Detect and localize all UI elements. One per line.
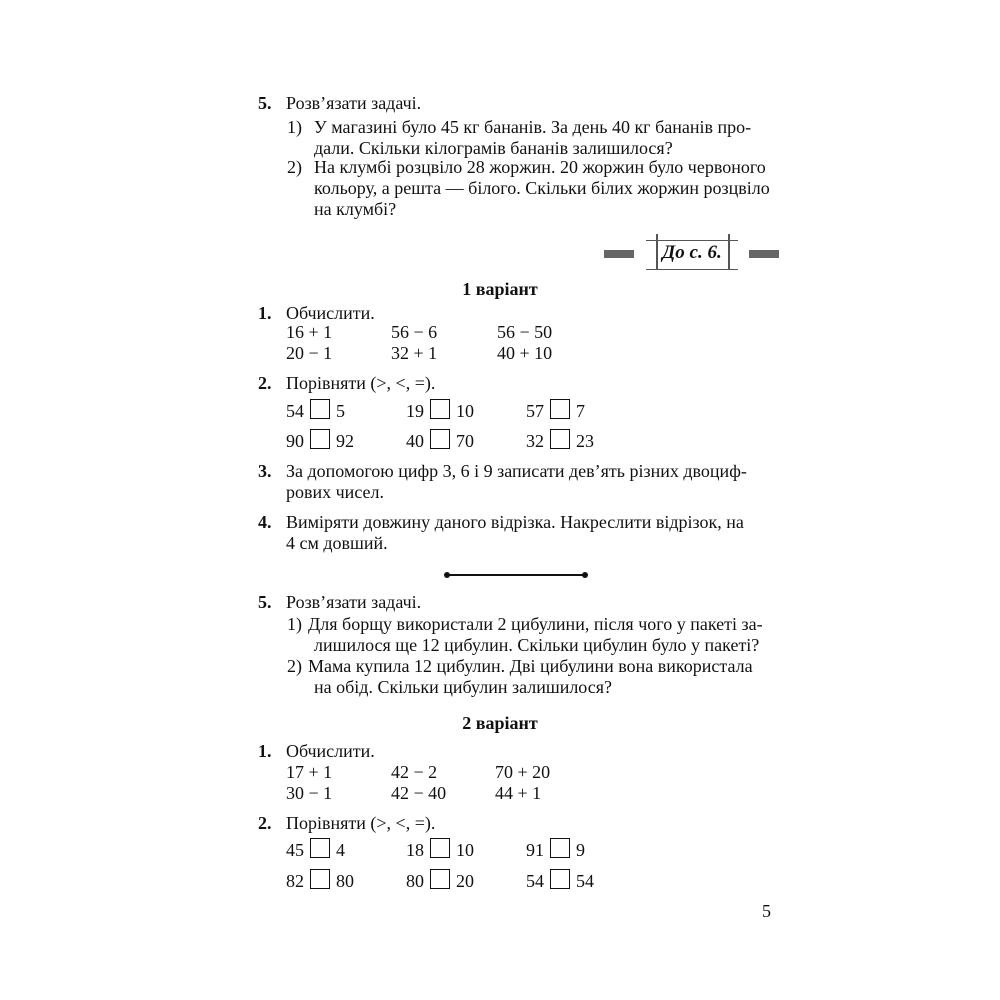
- subtask-text: [314, 157, 770, 220]
- answer-box[interactable]: [310, 429, 330, 449]
- section-label-text: До с. 6.: [662, 242, 722, 263]
- variant-2-heading: 2 варіант: [462, 713, 538, 733]
- task-text: [286, 461, 747, 503]
- compare-right: 10: [456, 401, 474, 421]
- text-line: Для борщу використали 2 цибулини, після чого у пакеті за-: [308, 614, 763, 634]
- compare-right: 23: [576, 431, 594, 451]
- compare-left: 82: [286, 871, 304, 891]
- compare-right: 10: [456, 840, 474, 860]
- text-line: лишилося ще 12 цибулин. Скільки цибулин було у пакеті?: [314, 635, 760, 655]
- page-number: 5: [762, 901, 771, 921]
- task-number: 2.: [258, 373, 272, 393]
- compare-right: 5: [336, 401, 345, 421]
- answer-box[interactable]: [550, 429, 570, 449]
- compare-left: 45: [286, 840, 304, 860]
- compare-right: 9: [576, 840, 585, 860]
- compare-left: 32: [526, 431, 544, 451]
- task-title: Обчислити.: [286, 741, 375, 761]
- text-line: За допомогою цифр 3, 6 і 9 записати дев’ять різних двоциф-: [286, 461, 747, 481]
- compare-left: 80: [406, 871, 424, 891]
- text-line: дали. Скільки кілограмів бананів залишилося?: [314, 138, 673, 158]
- subtask-number: 2): [287, 157, 302, 177]
- compare-right: 4: [336, 840, 345, 860]
- text-line: Виміряти довжину даного відрізка. Накреслити відрізок, на: [286, 512, 744, 532]
- answer-box[interactable]: [550, 838, 570, 858]
- compare-left: 40: [406, 431, 424, 451]
- task-number: 3.: [258, 461, 272, 481]
- expression: 42 − 40: [391, 783, 447, 803]
- answer-box[interactable]: [430, 429, 450, 449]
- answer-box[interactable]: [430, 869, 450, 889]
- answer-box[interactable]: [310, 399, 330, 419]
- answer-box[interactable]: [550, 399, 570, 419]
- expression: 70 + 20: [495, 762, 551, 782]
- expression: 32 + 1: [391, 343, 438, 363]
- label-bar-right: [749, 250, 779, 258]
- measure-segment: [447, 574, 585, 576]
- task-number: 4.: [258, 512, 272, 532]
- task-title: Обчислити.: [286, 303, 375, 323]
- expression: 42 − 2: [391, 762, 438, 782]
- section-label: [604, 238, 779, 270]
- subtask-text: [314, 117, 751, 159]
- answer-box[interactable]: [550, 869, 570, 889]
- task-number: 1.: [258, 303, 272, 323]
- answer-box[interactable]: [310, 838, 330, 858]
- task-text: [286, 512, 744, 554]
- compare-right: 7: [576, 401, 585, 421]
- expression: 30 − 1: [286, 783, 333, 803]
- subtask-number: 2): [287, 656, 302, 676]
- compare-left: 57: [526, 401, 544, 421]
- task-number: 1.: [258, 741, 272, 761]
- task-title: Розв’язати задачі.: [286, 93, 422, 113]
- compare-right: 54: [576, 871, 594, 891]
- text-line: на клумбі?: [314, 199, 397, 219]
- compare-left: 54: [286, 401, 304, 421]
- expression: 16 + 1: [286, 322, 333, 342]
- subtask-number: 1): [287, 117, 302, 137]
- text-line: У магазині було 45 кг бананів. За день 40 кг бананів про-: [314, 117, 752, 137]
- text-line: 4 см довший.: [286, 533, 388, 553]
- variant-1-heading: 1 варіант: [462, 279, 538, 299]
- subtask-text: [308, 656, 753, 698]
- task-title: Порівняти (>, <, =).: [286, 373, 436, 393]
- text-line: На клумбі розцвіло 28 жоржин. 20 жоржин було червоного: [314, 157, 766, 177]
- compare-right: 80: [336, 871, 354, 891]
- task-number: 5.: [258, 93, 272, 113]
- text-line: рових чисел.: [286, 482, 384, 502]
- text-line: кольору, а решта — білого. Скільки білих жоржин розцвіло: [314, 178, 770, 198]
- expression: 56 − 6: [391, 322, 438, 342]
- expression: 40 + 10: [497, 343, 553, 363]
- text-line: на обід. Скільки цибулин залишилося?: [314, 677, 613, 697]
- task-title: Порівняти (>, <, =).: [286, 813, 436, 833]
- label-bar-left: [604, 250, 634, 258]
- compare-left: 18: [406, 840, 424, 860]
- subtask-number: 1): [287, 614, 302, 634]
- compare-left: 90: [286, 431, 304, 451]
- expression: 44 + 1: [495, 783, 542, 803]
- text-line: Мама купила 12 цибулин. Дві цибулини вона використала: [308, 656, 753, 676]
- compare-right: 92: [336, 431, 354, 451]
- task-number: 2.: [258, 813, 272, 833]
- compare-left: 54: [526, 871, 544, 891]
- subtask-text: [308, 614, 763, 656]
- compare-left: 91: [526, 840, 544, 860]
- answer-box[interactable]: [430, 399, 450, 419]
- expression: 56 − 50: [497, 322, 553, 342]
- task-title: Розв’язати задачі.: [286, 592, 422, 612]
- compare-left: 19: [406, 401, 424, 421]
- expression: 20 − 1: [286, 343, 333, 363]
- expression: 17 + 1: [286, 762, 333, 782]
- compare-right: 70: [456, 431, 474, 451]
- answer-box[interactable]: [310, 869, 330, 889]
- compare-right: 20: [456, 871, 474, 891]
- task-number: 5.: [258, 592, 272, 612]
- answer-box[interactable]: [430, 838, 450, 858]
